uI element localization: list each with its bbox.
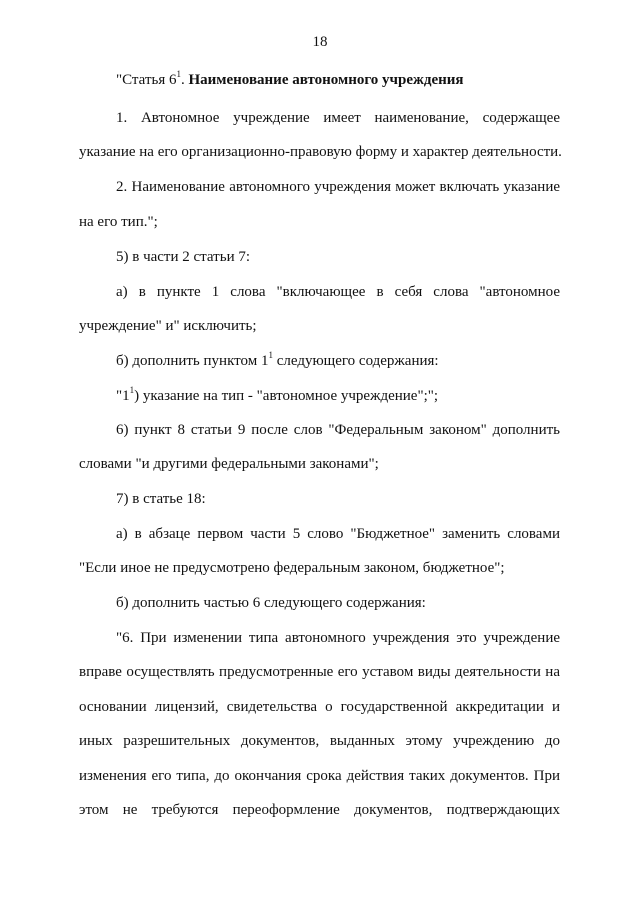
text-line-11: словами "и другими федеральными законами";	[79, 456, 379, 472]
text-line-16: "6. При изменении типа автономного учреждения это учреждение	[116, 630, 560, 646]
text-line-8-post: следующего содержания:	[272, 353, 439, 369]
text-line-5: 5) в части 2 статьи 7:	[116, 249, 251, 265]
text-line-3: 2. Наименование автономного учреждения может включать указание	[116, 179, 560, 195]
text-line-8	[116, 351, 560, 371]
text-line-20: изменения его типа, до окончания срока действия таких документов. При	[79, 768, 560, 784]
text-line-9-sup: 1	[129, 385, 135, 395]
text-line-4: на его тип.";	[79, 214, 158, 230]
text-line-17: вправе осуществлять предусмотренные его уставом виды деятельности на	[79, 664, 560, 680]
text-line-8-sup: 1	[268, 350, 273, 360]
text-line-13: а) в абзаце первом части 5 слово "Бюджетное" заменить словами	[116, 526, 560, 542]
text-line-9	[116, 386, 560, 406]
text-line-10: 6) пункт 8 статьи 9 после слов "Федеральным законом" дополнить	[116, 422, 560, 438]
article-dot: .	[180, 72, 185, 88]
text-line-9-pre: "1	[116, 388, 130, 404]
text-line-15: б) дополнить частью 6 следующего содержания:	[116, 595, 426, 611]
text-line-6: а) в пункте 1 слова "включающее в себя слова "автономное	[116, 284, 560, 300]
article-heading	[116, 70, 560, 90]
text-line-8-pre: б) дополнить пунктом 1	[116, 353, 269, 369]
text-line-7: учреждение" и" исключить;	[79, 318, 257, 334]
text-line-12: 7) в статье 18:	[116, 491, 206, 507]
page-number: 18	[312, 34, 328, 50]
text-line-14: "Если иное не предусмотрено федеральным законом, бюджетное";	[79, 560, 505, 576]
article-sup: 1	[176, 69, 181, 79]
text-line-21: этом не требуются переоформление документов, подтверждающих	[79, 802, 560, 818]
text-line-19: иных разрешительных документов, выданных этому учреждению до	[79, 733, 560, 749]
text-line-1: 1. Автономное учреждение имеет наименование, содержащее	[116, 110, 560, 126]
article-prefix: "Статья 6	[116, 72, 177, 88]
text-line-18: основании лицензий, свидетельства о государственной аккредитации и	[79, 699, 560, 715]
article-title: Наименование автономного учреждения	[188, 72, 464, 88]
text-line-2: указание на его организационно-правовую форму и характер деятельности.	[79, 144, 562, 160]
text-line-9-post: ) указание на тип - "автономное учреждение";";	[134, 388, 439, 404]
